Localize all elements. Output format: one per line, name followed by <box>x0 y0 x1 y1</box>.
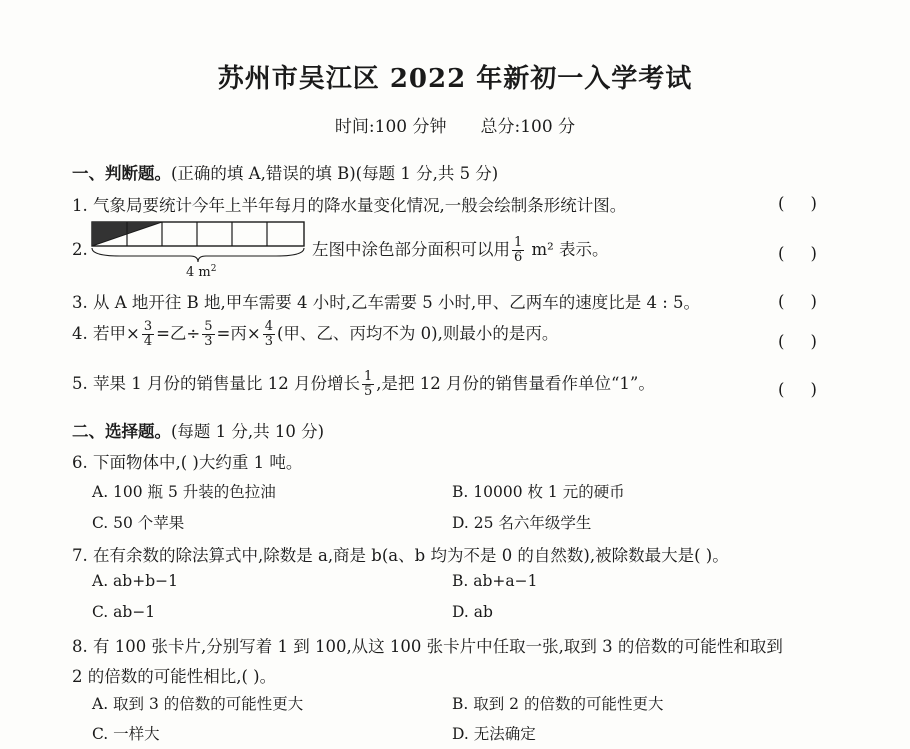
fraction-4-3: $\frac{4}{3}$ <box>264 319 273 349</box>
question-1: 1. 气象局要统计今年上半年每月的降水量变化情况,一般会绘制条形统计图。 <box>72 196 627 215</box>
fraction-1-6: $\frac{1}{6}$ <box>514 235 523 265</box>
exam-time: 时间:100 分钟 <box>334 117 447 137</box>
section1-heading <box>72 160 498 184</box>
q6-option-c[interactable]: C. 50 个苹果 <box>92 514 185 532</box>
q6-option-d[interactable]: D. 25 名六年级学生 <box>452 514 592 532</box>
q8-option-c[interactable]: C. 一样大 <box>92 725 160 743</box>
question-5 <box>72 370 655 399</box>
section1-title: 一、判断题。 <box>72 164 171 183</box>
q8-option-d[interactable]: D. 无法确定 <box>452 725 536 743</box>
question-8-line1: 8. 有 100 张卡片,分别写着 1 到 100,从这 100 张卡片中任取一张,取到 3 的倍数的可能性和取到 <box>72 637 783 656</box>
paren-close: ) <box>810 292 817 311</box>
q4-part3: =丙× <box>216 324 261 343</box>
q7-option-b[interactable]: B. ab+a−1 <box>452 572 538 590</box>
paren-close: ) <box>810 244 817 263</box>
question-8-line2: 2 的倍数的可能性相比,( )。 <box>72 667 277 686</box>
q7-option-a[interactable]: A. ab+b−1 <box>92 572 178 590</box>
q4-part4: (甲、乙、丙均不为 0),则最小的是丙。 <box>276 324 559 343</box>
q2-text-before: 左图中涂色部分面积可以用 <box>312 240 510 259</box>
answer-blank-1[interactable] <box>778 194 817 213</box>
q6-option-b[interactable]: B. 10000 枚 1 元的硬币 <box>452 483 625 501</box>
section1-note: (正确的填 A,错误的填 B)(每题 1 分,共 5 分) <box>171 164 499 183</box>
section2-note: (每题 1 分,共 10 分) <box>171 422 325 441</box>
q4-part2: =乙÷ <box>156 324 201 343</box>
paren-close: ) <box>810 332 817 351</box>
area-diagram <box>90 220 308 282</box>
question-6: 6. 下面物体中,( )大约重 1 吨。 <box>72 453 303 472</box>
diagram-label: 4 $m^2$ <box>186 264 217 280</box>
question-3: 3. 从 A 地开往 B 地,甲车需要 4 小时,乙车需要 5 小时,甲、乙两车的速度比是 4 : 5。 <box>72 293 701 312</box>
paren-open: ( <box>778 332 785 351</box>
answer-blank-3[interactable] <box>778 292 817 311</box>
q5-part2: ,是把 12 月份的销售量看作单位“1”。 <box>376 374 655 393</box>
question-4 <box>72 320 558 349</box>
question-2-number: 2. <box>72 240 88 259</box>
paren-close: ) <box>810 380 817 399</box>
answer-blank-4[interactable] <box>778 332 817 351</box>
q6-option-a[interactable]: A. 100 瓶 5 升装的色拉油 <box>92 483 276 501</box>
diagram-brace <box>92 248 304 262</box>
fraction-3-4: $\frac{3}{4}$ <box>143 319 153 349</box>
paren-open: ( <box>778 244 785 263</box>
exam-score: 总分:100 分 <box>480 117 576 137</box>
exam-subtitle <box>0 112 910 137</box>
section2-title: 二、选择题。 <box>72 422 171 441</box>
answer-blank-2[interactable] <box>778 244 817 263</box>
paren-open: ( <box>778 194 785 213</box>
q5-part1: 5. 苹果 1 月份的销售量比 12 月份增长 <box>72 374 360 393</box>
question-7: 7. 在有余数的除法算式中,除数是 a,商是 b(a、b 均为不是 0 的自然数),被除数最大是( )。 <box>72 546 729 565</box>
q8-option-b[interactable]: B. 取到 2 的倍数的可能性更大 <box>452 695 664 713</box>
fraction-1-5: $\frac{1}{5}$ <box>363 369 373 399</box>
q4-part1: 4. 若甲× <box>72 324 140 343</box>
exam-title: 苏州市吴江区 2022 年新初一入学考试 <box>217 64 693 94</box>
answer-blank-5[interactable] <box>778 380 817 399</box>
q2-text-after: m² 表示。 <box>526 240 609 259</box>
paren-close: ) <box>810 194 817 213</box>
section2-heading <box>72 418 324 442</box>
q7-option-c[interactable]: C. ab−1 <box>92 603 156 621</box>
paren-open: ( <box>778 292 785 311</box>
question-2-text <box>312 236 609 265</box>
q7-option-d[interactable]: D. ab <box>452 603 493 621</box>
q8-option-a[interactable]: A. 取到 3 的倍数的可能性更大 <box>92 695 304 713</box>
paren-open: ( <box>778 380 785 399</box>
fraction-5-3: $\frac{5}{3}$ <box>204 319 213 349</box>
